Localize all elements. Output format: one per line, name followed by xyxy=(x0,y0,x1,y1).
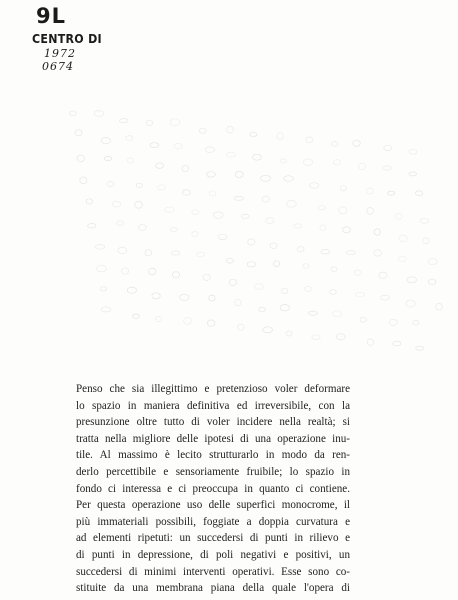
relief-dot xyxy=(388,191,395,195)
relief-dot xyxy=(332,311,341,317)
relief-dot xyxy=(136,183,142,187)
relief-dot xyxy=(262,196,269,202)
relief-dot xyxy=(182,165,188,172)
relief-dot xyxy=(97,265,107,272)
relief-dot xyxy=(398,256,406,262)
text-line: tratta nella migliore delle ipotesi di una operazione inu- xyxy=(76,432,350,445)
relief-dot xyxy=(428,279,435,285)
relief-dot xyxy=(381,295,389,300)
relief-dot xyxy=(155,316,161,321)
relief-dot xyxy=(101,307,111,312)
relief-dot xyxy=(247,262,256,267)
relief-dot xyxy=(395,213,402,219)
relief-dot xyxy=(100,287,106,291)
relief-dot xyxy=(409,149,417,154)
relief-dot xyxy=(250,132,257,136)
relief-dot xyxy=(436,303,443,310)
relief-dot xyxy=(149,268,156,275)
relief-dot xyxy=(207,320,215,326)
relief-dot xyxy=(333,160,340,165)
relief-dot xyxy=(94,111,104,117)
relief-dot xyxy=(70,111,76,116)
relief-dot xyxy=(152,293,160,299)
text-line: ad elementi ripetuti: un succedersi di punti in rilievo e xyxy=(76,532,350,545)
relief-dot xyxy=(192,210,199,215)
relief-dot xyxy=(420,218,428,223)
relief-dot xyxy=(356,292,365,297)
relief-dot xyxy=(409,172,417,176)
relief-dot xyxy=(399,235,407,242)
relief-dot xyxy=(218,234,227,239)
relief-dot xyxy=(253,154,262,160)
relief-dot xyxy=(303,159,312,166)
relief-dot xyxy=(277,133,283,140)
text-line: Penso che sia illegittimo e pretenzioso voler deformare xyxy=(76,383,350,395)
relief-dot xyxy=(330,290,337,295)
relief-dot xyxy=(393,341,401,346)
relief-dot xyxy=(226,258,233,263)
relief-dot xyxy=(199,128,206,133)
relief-dot xyxy=(259,307,265,312)
relief-dot xyxy=(354,270,361,275)
relief-dot xyxy=(286,331,292,336)
text-line: di punti in depressione, di poli negativi e positivi, un xyxy=(76,548,350,561)
relief-dot xyxy=(75,130,82,136)
relief-dot xyxy=(367,208,374,215)
relief-dot xyxy=(112,201,120,207)
stamp-name: CENTRO DI xyxy=(32,32,102,46)
relief-dot xyxy=(95,245,105,250)
relief-dot xyxy=(170,119,180,126)
text-line: fondo ci interessa e ci preoccupa in quanto ci contiene. xyxy=(76,482,350,495)
relief-dot xyxy=(235,299,241,305)
stamp-year: 1972 xyxy=(44,47,76,60)
relief-dot xyxy=(284,176,294,182)
text-line: Per questa operazione uso delle superfici monocrome, il xyxy=(76,499,350,512)
relief-dot xyxy=(192,232,198,237)
relief-dot xyxy=(282,288,288,293)
relief-dot xyxy=(318,206,326,210)
relief-dot xyxy=(80,177,87,184)
text-line: lo spazio in maniera definitiva ed irreversibile, con la xyxy=(76,399,350,412)
relief-dot xyxy=(119,119,128,123)
relief-dot xyxy=(331,267,337,272)
relief-dot xyxy=(415,191,423,196)
relief-dot xyxy=(321,249,330,254)
relief-dot xyxy=(117,221,124,225)
relief-dot xyxy=(343,227,351,233)
relief-dot xyxy=(374,229,380,236)
relief-dot xyxy=(407,277,417,283)
relief-dot xyxy=(77,155,84,162)
relief-dot xyxy=(213,212,223,218)
relief-dot xyxy=(180,294,189,300)
relief-dot xyxy=(346,251,355,255)
relief-dot xyxy=(234,196,243,200)
relief-dot xyxy=(241,214,249,218)
relief-dot xyxy=(209,191,216,196)
relief-dot xyxy=(172,272,179,278)
relief-dot xyxy=(280,305,289,311)
relief-dot xyxy=(360,317,366,322)
relief-dot xyxy=(263,327,273,333)
relief-dot xyxy=(126,136,133,141)
relief-dot xyxy=(261,175,271,181)
stamp-code: 9L xyxy=(36,4,66,28)
relief-dot xyxy=(158,185,166,190)
relief-dot xyxy=(339,207,347,214)
relief-dot xyxy=(306,137,313,143)
text-line: succedersi di minimi interventi operativi. Esse sono co- xyxy=(76,565,350,578)
relief-dot xyxy=(287,200,297,207)
relief-dot xyxy=(384,145,392,150)
relief-dot xyxy=(203,274,210,280)
relief-dot xyxy=(196,252,204,257)
relief-dot xyxy=(423,238,429,244)
relief-dot xyxy=(310,183,319,189)
relief-dot xyxy=(379,272,387,278)
relief-dot xyxy=(248,239,255,245)
relief-dot xyxy=(274,261,280,267)
relief-dot xyxy=(156,163,164,169)
relief-dot xyxy=(122,268,129,274)
relief-dot xyxy=(127,158,134,163)
relief-dot xyxy=(367,188,374,194)
relief-dot xyxy=(320,225,326,231)
relief-dot xyxy=(312,335,320,340)
relief-dot xyxy=(280,159,287,163)
relief-dot xyxy=(226,152,236,157)
relief-dot xyxy=(406,300,415,307)
relief-dot xyxy=(171,251,180,255)
relief-dot xyxy=(183,190,191,196)
relief-dot xyxy=(184,318,192,325)
relief-dot xyxy=(101,138,110,144)
relief-dot xyxy=(413,320,419,325)
relief-dot xyxy=(374,250,382,256)
relief-dot xyxy=(118,247,127,254)
text-line: presunzione oltre tutto di voler incidere nella realtà; si xyxy=(76,416,350,429)
archive-stamp xyxy=(26,4,116,76)
relief-dot xyxy=(359,163,366,169)
relief-dot xyxy=(205,147,214,153)
relief-dot xyxy=(416,346,424,350)
relief-dot xyxy=(229,279,236,285)
relief-dot xyxy=(337,334,346,340)
relief-dot xyxy=(170,227,177,231)
relief-dot xyxy=(331,142,338,147)
relief-dot xyxy=(145,250,152,256)
stamp-number: 0674 xyxy=(42,60,74,73)
relief-dot xyxy=(270,243,277,249)
relief-dot xyxy=(174,144,182,149)
relief-dot xyxy=(146,120,153,126)
relief-dot xyxy=(135,201,143,208)
relief-dot xyxy=(86,199,92,204)
relief-dot xyxy=(88,224,96,228)
relief-dot xyxy=(305,287,312,292)
relief-dot xyxy=(104,157,111,161)
relief-dot xyxy=(353,140,361,146)
relief-dot xyxy=(294,224,302,228)
relief-dot xyxy=(133,314,140,318)
relief-dot xyxy=(303,264,309,269)
relief-dot xyxy=(428,259,437,265)
relief-dot xyxy=(150,143,159,148)
relief-dot xyxy=(266,218,274,224)
text-line: derlo percettibile e sensoriamente fruibile; lo spazio in xyxy=(76,465,350,478)
relief-dot xyxy=(389,319,397,325)
relief-dot xyxy=(138,225,146,231)
relief-dot xyxy=(255,284,264,290)
relief-dot xyxy=(209,295,215,301)
relief-dot xyxy=(235,171,243,177)
body-paragraph xyxy=(76,381,350,597)
text-line: stituite da una membrana piana della quale l'opera di xyxy=(76,582,350,595)
relief-dot xyxy=(227,126,234,133)
text-line: tile. Al massimo è lecito strutturarlo in modo da ren- xyxy=(76,449,350,462)
relief-dot xyxy=(383,166,391,170)
relief-dot xyxy=(298,247,304,252)
text-line: più immateriali possibili, foggiate a doppia curvatura e xyxy=(76,515,350,528)
relief-dot xyxy=(165,207,174,212)
relief-dot xyxy=(340,186,346,191)
relief-dot xyxy=(308,311,317,315)
relief-dot xyxy=(207,172,216,177)
relief-dot xyxy=(127,287,136,293)
relief-dot xyxy=(107,182,114,187)
relief-dot xyxy=(367,339,374,346)
relief-dot xyxy=(238,324,244,330)
